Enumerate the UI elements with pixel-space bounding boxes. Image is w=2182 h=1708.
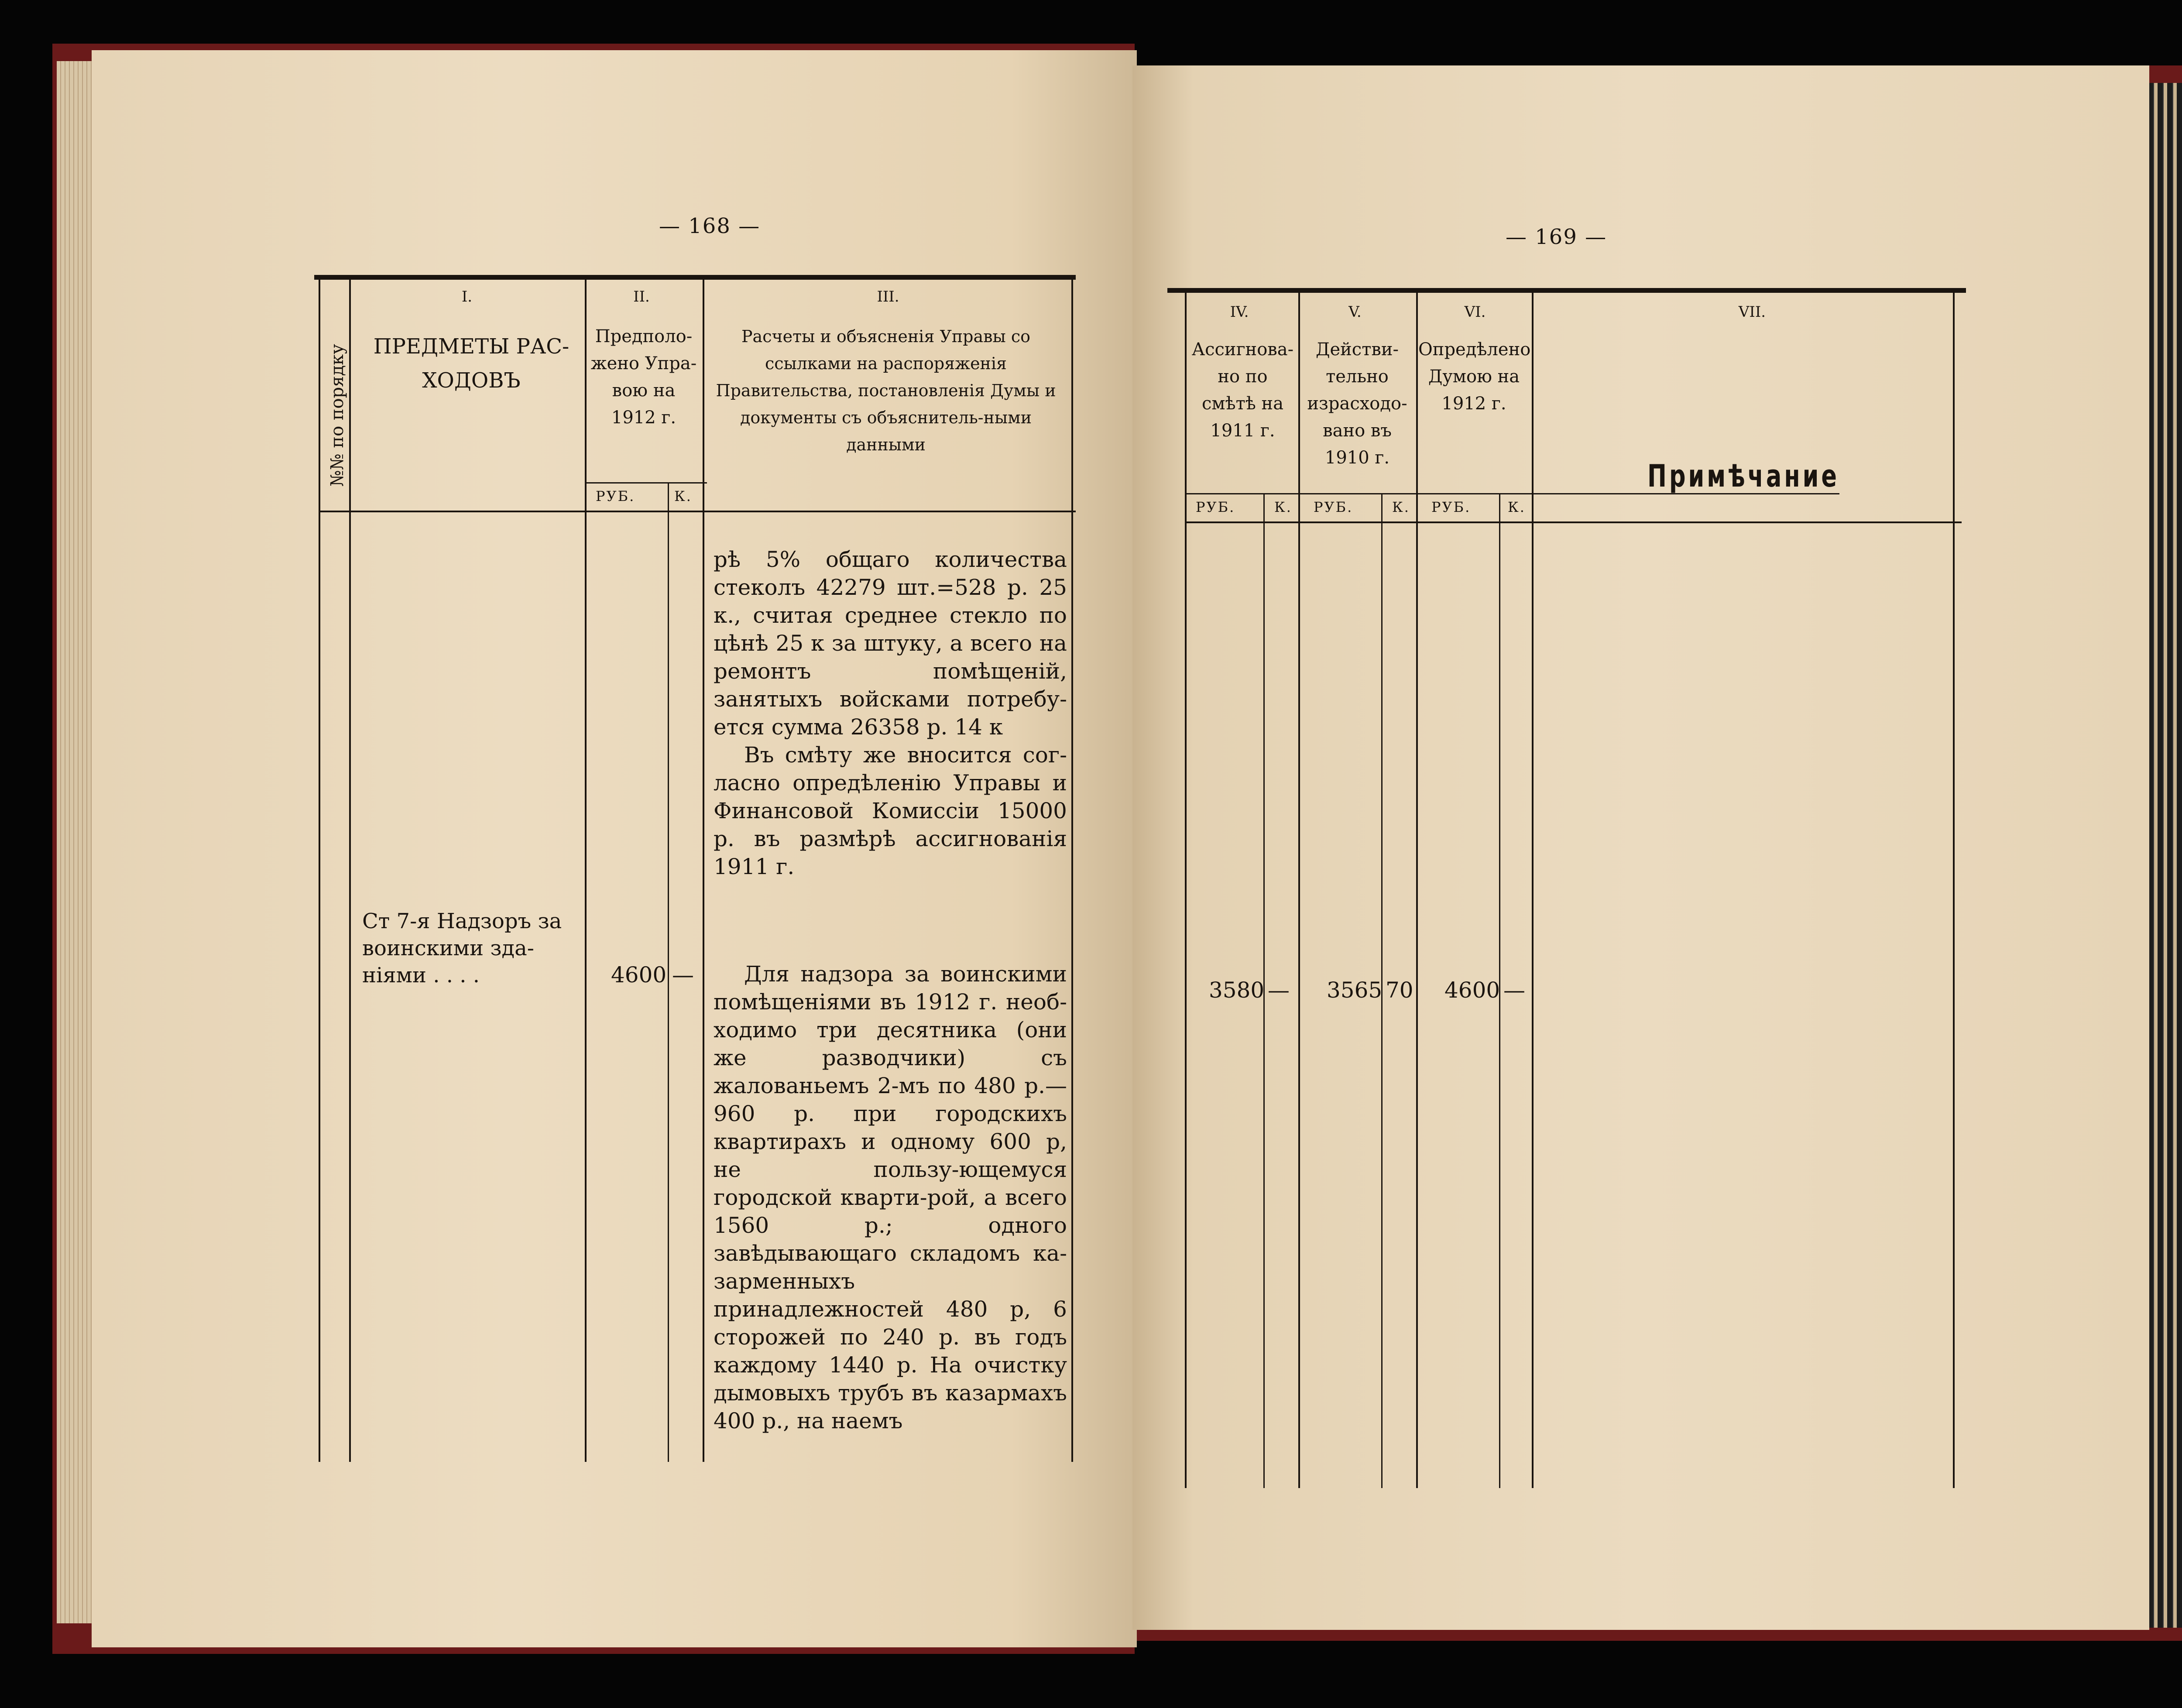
table-border-left [319,279,320,1462]
page-number-left: — 168 — [659,214,761,238]
page-number-right: — 169 — [1506,225,1607,249]
continued-text [714,545,1067,881]
col-5-6-divider [1416,292,1418,1488]
col-6-number: VI. [1464,303,1486,321]
left-page [92,50,1137,1647]
col-6-7-divider [1532,292,1534,1488]
col-1-title: ПРЕДМЕТЫ РАС-ХОДОВЪ [373,334,570,393]
col-4-unit-kop: К. [1274,499,1292,515]
col-5-number: V. [1348,303,1362,321]
expense-item-title: Ст 7-я Надзоръ за воинскими зда-ніями . . . . [362,909,562,988]
col-4-row-kop: — [1268,977,1290,1003]
col-divider-3 [703,279,704,1462]
col-7-title: Примѣчание [1647,458,1839,494]
col-divider-1 [349,279,351,1462]
order-column-label: №№ по порядку [327,344,347,487]
header-bottom-rule-right [1185,521,1962,523]
col-6-unit-rub: РУБ. [1431,499,1471,515]
continued-paragraph-1: рѣ 5% общаго количества стеколъ 42279 шт.=528 р. 25 к., считая среднее стекло по цѣнѣ 25 к за штуку, а всего на ремонтъ помѣщеній, занятыхъ войсками потребу-ется сумма 26358 р. 14 к [714,547,1067,740]
col-4-5-divider [1298,292,1300,1488]
col-2-unit-kop: К. [674,488,692,504]
col-7-number: VII. [1738,303,1766,321]
top-rule-left [314,275,1076,280]
continued-paragraph-2: Въ смѣту же вносится сог-ласно опредѣленію Управы и Финансовой Комиссіи 15000 р. въ размѣрѣ ассигнованія 1911 г. [714,742,1067,879]
col-6-row-kop: — [1503,977,1525,1003]
col-3-number: III. [877,288,899,305]
col-4-number: IV. [1230,303,1249,321]
expense-item-amount: 4600 [611,962,667,988]
expense-item-kop: — [672,962,694,988]
col-5-row-rub: 3565 [1327,977,1383,1003]
col-5-unit-rub: РУБ. [1314,499,1353,515]
header-bottom-rule-left [319,511,1076,512]
col-2-title: Предполо-жено Упра-вою на 1912 г. [590,326,697,428]
col-7-right-border [1953,292,1955,1488]
col-3-title: Расчеты и объясненія Управы со ссылками на распоряженія Правительства, постановленія Думы и документы съ объяснитель-ными данными [716,327,1056,454]
expense-item-text [714,960,1067,1435]
col-5-row-kop: 70 [1386,977,1413,1003]
col-4-row-rub: 3580 [1209,977,1265,1003]
col-5-unit-kop: К. [1392,499,1410,515]
col-2-number: II. [633,288,650,305]
col-4-title: Ассигнова-но по смѣтѣ на 1911 г. [1191,340,1294,441]
col-6-row-rub: 4600 [1444,977,1500,1003]
top-rule-right [1167,288,1966,293]
col-4-left-border [1185,292,1187,1488]
col-6-title: Опредѣлено Думою на 1912 г. [1418,340,1531,414]
col-5-title: Действи-тельно израсходо-вано въ 1910 г. [1307,340,1407,468]
expense-item-paragraph: Для надзора за воинскими помѣщеніями въ 1912 г. необ-ходимо три десятника (они же разводчики) съ жалованьемъ 2-мъ по 480 р.—960 р. при городскихъ квартирахъ и одному 600 р, не пользу-ющемуся городской кварти-рой, а всего 1560 р.; одного завѣдывающаго складомъ ка-зарменныхъ принадлежностей 480 р, 6 сторожей по 240 р. въ годъ каждому 1440 р. На очистку дымовыхъ трубъ въ казармахъ 400 р., на наемъ [714,961,1067,1434]
col-6-unit-kop: К. [1508,499,1526,515]
right-page [1132,65,2149,1630]
col-1-number: I. [461,288,473,305]
unit-row-rule-left [585,482,707,484]
col-divider-2 [585,279,587,1462]
table-border-right-left-page [1071,279,1073,1462]
col-2-unit-rub: РУБ. [596,488,635,504]
col-4-unit-rub: РУБ. [1196,499,1235,515]
col-divider-kop [668,482,669,1462]
